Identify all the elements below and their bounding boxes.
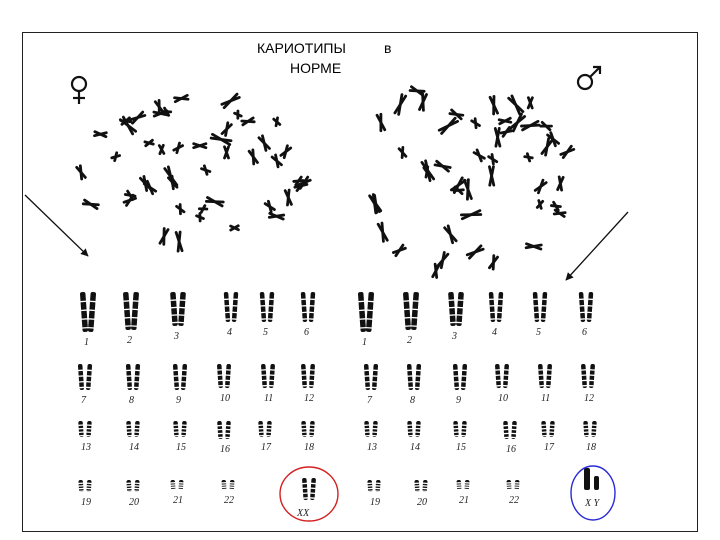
male-sex-chromosomes-xy — [584, 468, 599, 490]
female-chromosome-pair-7 — [78, 364, 92, 390]
male-spread-chromatid — [537, 201, 542, 209]
female-metaphase-spread — [77, 94, 311, 251]
male-spread-chromatid — [439, 118, 457, 133]
male-pair-number-2: 2 — [407, 335, 412, 346]
male-chromosome-pair-11 — [538, 364, 552, 388]
male-pair-number-17: 17 — [544, 442, 554, 453]
male-pair-number-21: 21 — [459, 495, 469, 506]
male-pair-number-9: 9 — [456, 395, 461, 406]
male-pair-number-1: 1 — [362, 337, 367, 348]
female-chromosome-pair-8 — [126, 364, 140, 390]
male-spread-chromatid — [561, 146, 574, 157]
male-spread-chromatid — [541, 122, 552, 129]
female-chromosome-pair-17 — [258, 421, 272, 437]
male-pair-number-13: 13 — [367, 442, 377, 453]
female-spread-chromatid — [197, 214, 204, 221]
female-chromosome-pair-20 — [126, 480, 140, 492]
female-pair-number-18: 18 — [304, 442, 314, 453]
male-spread-chromatid — [528, 98, 532, 108]
male-metaphase-spread — [370, 87, 574, 278]
female-symbol-icon — [72, 77, 86, 104]
female-spread-chromatid — [176, 232, 182, 251]
male-spread-chromatid — [490, 96, 497, 114]
female-spread-chromatid — [222, 94, 239, 108]
male-spread-chromatid — [542, 138, 552, 155]
female-spread-chromatid — [211, 134, 231, 144]
female-pair-number-20: 20 — [129, 497, 139, 508]
male-chromosome-pair-20 — [414, 480, 428, 492]
male-chromosome-pair-19 — [367, 480, 381, 492]
female-chromosome-pair-9 — [173, 364, 187, 390]
male-pair-number-7: 7 — [367, 395, 372, 406]
male-spread-chromatid — [489, 256, 497, 269]
male-pair-number-12: 12 — [584, 393, 594, 404]
title-preposition: в — [384, 40, 392, 56]
male-chromosome-pair-4 — [489, 292, 504, 322]
male-pair-number-3: 3 — [452, 331, 457, 342]
female-chromosome-pair-2 — [123, 292, 139, 330]
female-chromosome-pair-4 — [224, 292, 239, 322]
male-chromosome-pair-16 — [503, 421, 517, 439]
female-chromosome-pair-12 — [301, 364, 315, 388]
female-spread-chromatid — [145, 140, 153, 146]
male-chromosome-pair-6 — [579, 292, 594, 322]
male-pair-number-14: 14 — [410, 442, 420, 453]
female-spread-chromatid — [160, 228, 168, 244]
male-chromosome-pair-18 — [583, 421, 597, 437]
male-chromosome-pair-8 — [407, 364, 421, 390]
male-spread-chromatid — [410, 87, 424, 95]
male-spread-chromatid — [489, 167, 493, 186]
female-spread-chromatid — [174, 143, 183, 153]
male-chromosome-pair-17 — [541, 421, 555, 437]
female-pair-number-5: 5 — [263, 327, 268, 338]
male-spread-chromatid — [467, 246, 483, 258]
male-spread-chromatid — [464, 180, 471, 200]
male-spread-chromatid — [395, 95, 406, 115]
female-chromosome-pair-18 — [301, 421, 315, 437]
female-pair-number-15: 15 — [176, 442, 186, 453]
male-chromosome-pair-21 — [456, 480, 469, 490]
male-spread-chromatid — [445, 226, 456, 243]
female-spread-chromatid — [225, 147, 229, 158]
male-sex-label: X Y — [585, 498, 600, 509]
male-spread-chromatid — [377, 114, 385, 131]
female-spread-chromatid — [202, 166, 210, 174]
female-spread-chromatid — [199, 206, 207, 213]
female-chromosome-pair-14 — [126, 421, 140, 437]
female-sex-chromosomes-xx — [302, 478, 316, 500]
female-spread-chromatid — [249, 150, 257, 164]
female-spread-chromatid — [281, 146, 291, 158]
sex-chromosomes-highlight-male — [571, 466, 615, 520]
female-spread-chromatid — [194, 144, 206, 148]
female-spread-chromatid — [242, 118, 254, 125]
male-pair-number-4: 4 — [492, 327, 497, 338]
female-spread-chromatid — [95, 132, 107, 137]
female-chromosome-pair-10 — [217, 364, 231, 388]
female-spread-chromatid — [285, 190, 291, 205]
female-spread-chromatid — [235, 111, 242, 118]
female-pair-number-10: 10 — [220, 393, 230, 404]
female-pair-number-2: 2 — [127, 335, 132, 346]
female-spread-chromatid — [77, 166, 86, 179]
male-spread-chromatid — [371, 195, 381, 212]
male-spread-chromatid — [378, 223, 387, 241]
male-spread-chromatid — [472, 119, 480, 128]
male-pair-number-10: 10 — [498, 393, 508, 404]
male-pair-number-11: 11 — [541, 393, 551, 404]
male-spread-chromatid — [495, 128, 500, 146]
female-pair-number-9: 9 — [176, 395, 181, 406]
male-chromosome-pair-14 — [407, 421, 421, 437]
male-pair-number-15: 15 — [456, 442, 466, 453]
male-spread-chromatid — [499, 118, 511, 124]
male-spread-chromatid — [525, 154, 533, 161]
female-spread-chromatid — [130, 112, 144, 123]
male-chromosome-pair-10 — [495, 364, 509, 388]
male-spread-chromatid — [526, 244, 541, 249]
male-karyogram — [358, 292, 601, 509]
female-chromosome-pair-5 — [260, 292, 275, 322]
female-spread-chromatid — [175, 95, 188, 101]
male-pair-number-8: 8 — [410, 395, 415, 406]
male-chromosome-pair-3 — [448, 292, 464, 326]
female-pair-number-6: 6 — [304, 327, 309, 338]
male-chromosome-pair-1 — [358, 292, 374, 332]
female-chromosome-pair-3 — [170, 292, 186, 326]
male-pair-number-18: 18 — [586, 442, 596, 453]
female-chromosome-pair-22 — [221, 480, 234, 490]
female-karyogram — [78, 292, 316, 519]
female-chromosome-pair-6 — [301, 292, 316, 322]
male-pair-number-16: 16 — [506, 444, 516, 455]
male-symbol-icon — [578, 67, 600, 89]
female-pair-number-4: 4 — [227, 327, 232, 338]
arrow-left — [25, 195, 88, 256]
male-spread-chromatid — [399, 147, 406, 157]
male-spread-chromatid — [558, 177, 564, 190]
female-pair-number-11: 11 — [264, 393, 274, 404]
male-chromosome-pair-12 — [581, 364, 595, 388]
female-spread-chromatid — [222, 123, 231, 136]
male-spread-chromatid — [474, 150, 484, 161]
female-spread-chromatid — [231, 226, 239, 230]
female-spread-chromatid — [206, 198, 223, 206]
male-spread-chromatid — [461, 211, 480, 219]
female-spread-chromatid — [274, 118, 280, 126]
title-line2: НОРМЕ — [290, 60, 342, 76]
female-pair-number-19: 19 — [81, 497, 91, 508]
female-pair-number-13: 13 — [81, 442, 91, 453]
male-spread-chromatid — [509, 96, 523, 114]
female-sex-label: XX — [297, 508, 310, 519]
female-spread-chromatid — [112, 153, 120, 161]
female-pair-number-3: 3 — [174, 331, 179, 342]
female-pair-number-7: 7 — [81, 395, 86, 406]
female-spread-chromatid — [272, 155, 281, 167]
male-pair-number-20: 20 — [417, 497, 427, 508]
male-pair-number-6: 6 — [582, 327, 587, 338]
male-pair-number-22: 22 — [509, 495, 519, 506]
male-spread-chromatid — [551, 202, 560, 210]
female-chromosome-pair-21 — [170, 480, 183, 490]
male-chromosome-pair-5 — [533, 292, 548, 322]
female-spread-chromatid — [265, 201, 274, 212]
female-pair-number-14: 14 — [129, 442, 139, 453]
male-spread-chromatid — [435, 161, 450, 171]
male-chromosome-pair-9 — [453, 364, 467, 390]
female-chromosome-pair-16 — [217, 421, 231, 439]
female-pair-number-22: 22 — [224, 495, 234, 506]
male-chromosome-pair-13 — [364, 421, 378, 437]
female-pair-number-12: 12 — [304, 393, 314, 404]
female-chromosome-pair-1 — [80, 292, 96, 332]
male-spread-chromatid — [438, 252, 448, 267]
male-pair-number-19: 19 — [370, 497, 380, 508]
arrow-right — [566, 212, 628, 280]
title-line1: КАРИОТИПЫ — [257, 40, 346, 56]
female-spread-chromatid — [269, 213, 283, 219]
female-chromosome-pair-13 — [78, 421, 92, 437]
female-chromosome-pair-11 — [261, 364, 275, 388]
female-pair-number-8: 8 — [129, 395, 134, 406]
female-spread-chromatid — [83, 200, 98, 209]
male-spread-chromatid — [535, 180, 546, 193]
male-chromosome-pair-7 — [364, 364, 378, 390]
female-spread-chromatid — [177, 204, 184, 213]
male-pair-number-5: 5 — [536, 327, 541, 338]
male-chromosome-pair-15 — [453, 421, 467, 437]
male-chromosome-pair-22 — [506, 480, 519, 490]
male-chromosome-pair-2 — [403, 292, 419, 330]
female-pair-number-1: 1 — [84, 337, 89, 348]
male-spread-chromatid — [554, 210, 565, 216]
female-pair-number-16: 16 — [220, 444, 230, 455]
male-spread-chromatid — [422, 161, 434, 181]
male-spread-chromatid — [393, 245, 405, 256]
female-chromosome-pair-19 — [78, 480, 92, 492]
female-pair-number-21: 21 — [173, 495, 183, 506]
female-pair-number-17: 17 — [261, 442, 271, 453]
female-chromosome-pair-15 — [173, 421, 187, 437]
female-spread-chromatid — [259, 136, 269, 151]
male-spread-chromatid — [489, 154, 497, 163]
male-spread-chromatid — [521, 121, 539, 130]
female-spread-chromatid — [159, 145, 164, 153]
